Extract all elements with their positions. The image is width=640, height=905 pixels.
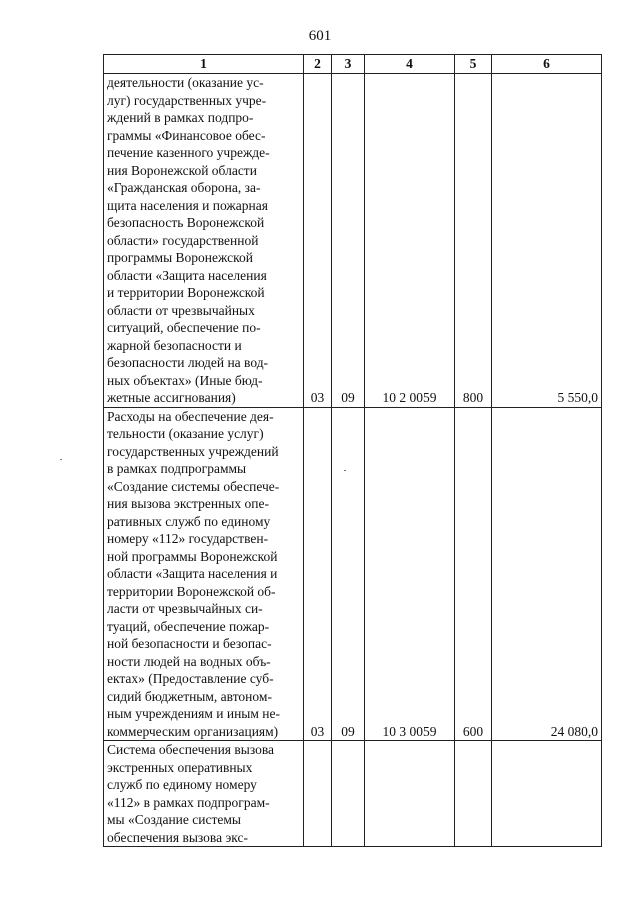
row-rz: 03 bbox=[304, 407, 332, 741]
header-row bbox=[104, 55, 602, 74]
table-row bbox=[104, 741, 602, 847]
row-csr: 10 3 0059 bbox=[365, 407, 455, 741]
row-vr: 600 bbox=[455, 407, 492, 741]
row-rz: 03 bbox=[304, 74, 332, 408]
row-pr: 09 bbox=[332, 407, 365, 741]
header-col-5: 5 bbox=[455, 55, 492, 74]
header-col-6: 6 bbox=[492, 55, 602, 74]
table-row bbox=[104, 407, 602, 741]
header-col-3: 3 bbox=[332, 55, 365, 74]
row-amount: 24 080,0 bbox=[492, 407, 602, 741]
budget-table bbox=[103, 54, 602, 847]
row-amount: 5 550,0 bbox=[492, 74, 602, 408]
row-csr: 10 2 0059 bbox=[365, 74, 455, 408]
row-pr: 09 bbox=[332, 74, 365, 408]
scan-speck bbox=[60, 459, 62, 460]
row-pr bbox=[332, 741, 365, 847]
row-vr bbox=[455, 741, 492, 847]
row-csr bbox=[365, 741, 455, 847]
row-description: Система обеспечения вызова экстренных оперативных служб по единому номеру «112» в рамках подпрограм- мы «Создание системы обеспечения вызова экс- bbox=[104, 741, 304, 847]
page-number: 601 bbox=[308, 28, 332, 44]
row-amount bbox=[492, 741, 602, 847]
row-vr: 800 bbox=[455, 74, 492, 408]
header-col-2: 2 bbox=[304, 55, 332, 74]
row-rz bbox=[304, 741, 332, 847]
header-col-4: 4 bbox=[365, 55, 455, 74]
table-row bbox=[104, 74, 602, 408]
scan-speck bbox=[344, 470, 346, 471]
row-description: деятельности (оказание ус- луг) государственных учре- ждений в рамках подпро- граммы «Финансовое обес- печение казенного учрежде- ния Воронежской области «Гражданская оборона, за- щита населения и пожарная безопасность Воронежской области» государственной программы Воронежской области «Защита населения и территории Воронежской области от чрезвычайных ситуаций, обеспечение по- жарной безопасности и безопасности людей на вод- ных объектах» (Иные бюд- жетные ассигнования) bbox=[104, 74, 304, 408]
row-description: Расходы на обеспечение дея- тельности (оказание услуг) государственных учреждений в рамках подпрограммы «Создание системы обеспече- ния вызова экстренных опе- ративных служб по единому номеру «112» государствен- ной программы Воронежской области «Защита населения и территории Воронежской об- ласти от чрезвычайных си- туаций, обеспечение пожар- ной безопасности и безопас- ности людей на водных объ- ектах» (Предоставление суб- сидий бюджетным, автоном- ным учреждениям и иным не- коммерческим организациям) bbox=[104, 407, 304, 741]
header-col-1: 1 bbox=[104, 55, 304, 74]
